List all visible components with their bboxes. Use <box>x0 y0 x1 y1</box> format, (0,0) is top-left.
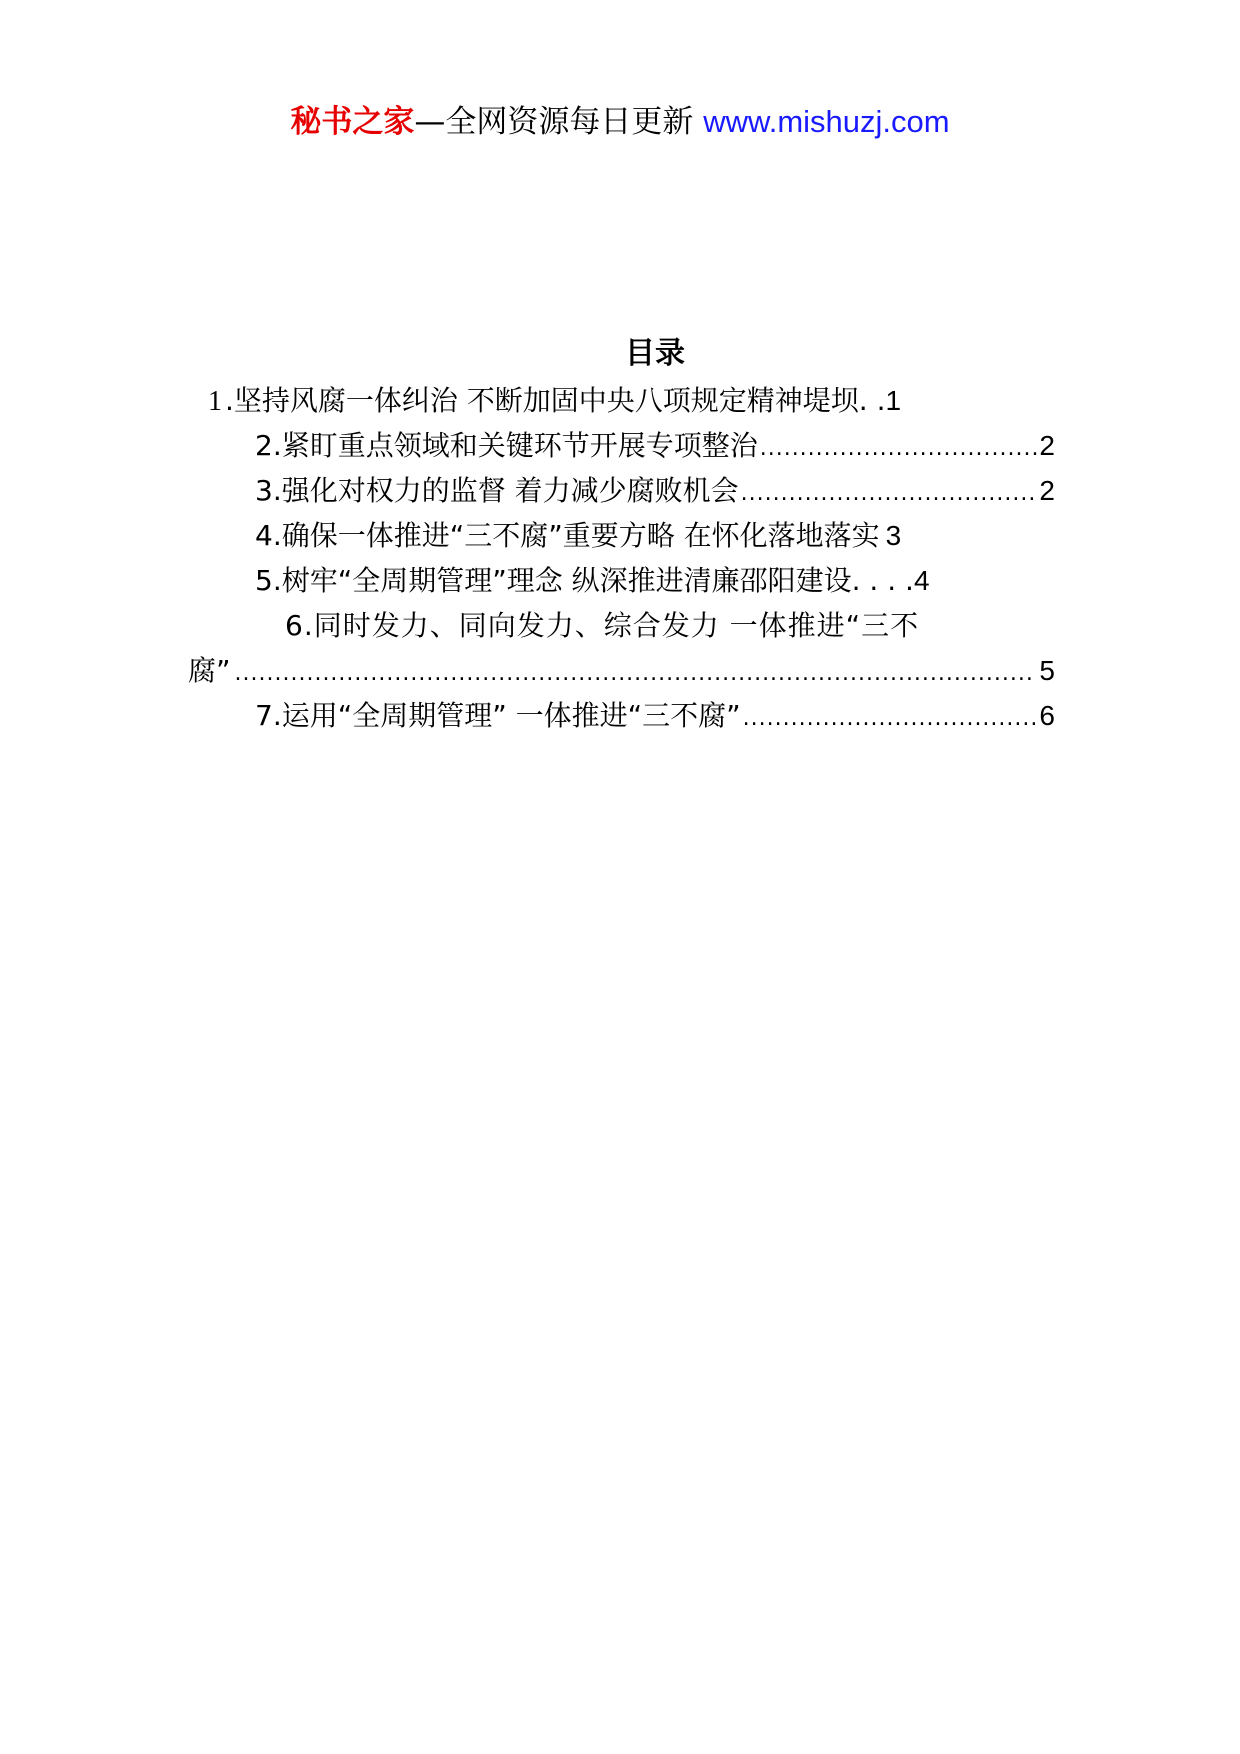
toc-entry-6-line1[interactable]: 6.同时发力、同向发力、综合发力 一体推进“三不 <box>285 609 920 642</box>
toc-leader-dots <box>741 472 1038 516</box>
toc-entry-page: 6 <box>1039 700 1055 731</box>
toc-entry-text: 3.强化对权力的监督 着力减少腐败机会 <box>255 474 739 507</box>
toc-entry-page: 5 <box>1039 655 1055 686</box>
toc-entry-page: 3 <box>885 520 902 551</box>
toc-entry-page: 4 <box>913 565 930 596</box>
toc-entry-text: 2.紧盯重点领域和关键环节开展专项整治 <box>255 429 758 462</box>
toc-leader-dots <box>743 697 1038 741</box>
toc-leader-dots <box>760 427 1038 471</box>
toc-entry-text: 4.确保一体推进“三不腐”重要方略 在怀化落地落实 <box>255 519 880 552</box>
toc-entry-text: .坚持风腐一体纠治 不断加固中央八项规定精神堤坝. . <box>225 384 886 417</box>
toc-leader-dots <box>235 652 1036 696</box>
toc-entry-1[interactable] <box>225 379 1055 423</box>
toc-entry-text: 7.运用“全周期管理” 一体推进“三不腐” <box>255 699 741 732</box>
toc-entry-page: 2 <box>1039 475 1055 506</box>
toc-entry-text: 腐” <box>188 654 231 687</box>
toc-entry-5[interactable] <box>255 559 1055 603</box>
header-url-link[interactable]: www.mishuzj.com <box>703 104 950 139</box>
toc-entry-2[interactable] <box>255 424 1055 468</box>
toc-entry-page: 2 <box>1039 430 1055 461</box>
toc-entry-6-line2[interactable] <box>188 649 1055 693</box>
brand-name: 秘书之家 <box>290 104 415 140</box>
toc-entry-text: 5.树牢“全周期管理”理念 纵深推进清廉邵阳建设. . . . <box>255 564 914 597</box>
toc-title: 目录 <box>625 336 685 371</box>
toc-entry-page: 1 <box>885 385 902 416</box>
header-tagline: —全网资源每日更新 <box>414 104 694 140</box>
site-header <box>0 100 1240 144</box>
toc-entry-7[interactable] <box>255 694 1055 738</box>
toc-entry-3[interactable] <box>255 469 1055 513</box>
toc-entry-4[interactable] <box>255 514 1055 558</box>
toc-stray-number: 1 <box>208 386 222 417</box>
